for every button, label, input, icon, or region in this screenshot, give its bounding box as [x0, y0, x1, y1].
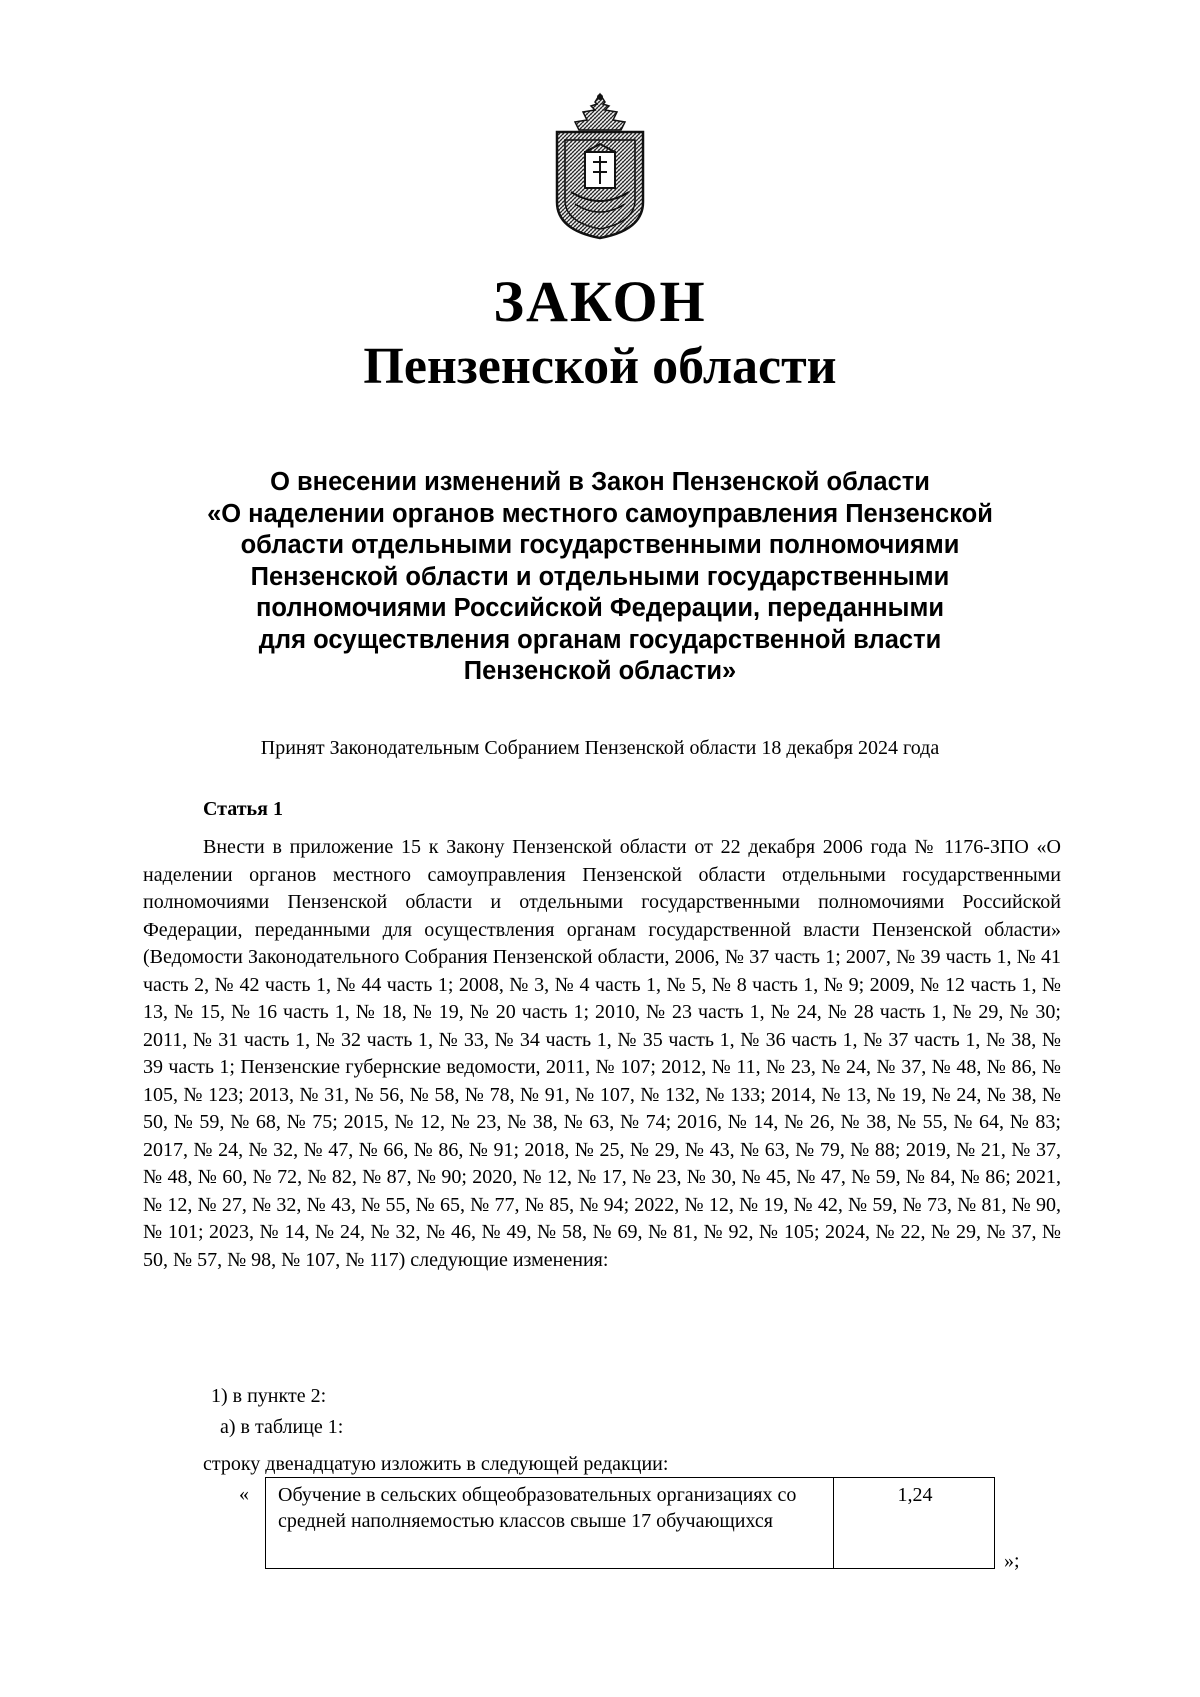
law-name-line: для осуществления органам государственной власти — [258, 625, 942, 654]
law-name-line: области отдельными государственными полномочиями — [240, 531, 960, 559]
table-cell-description: Обучение в сельских общеобразовательных организациях со средней наполняемостью классов свыше 17 обучающихся — [266, 1478, 834, 1569]
list-item: 1) в пункте 2: — [211, 1385, 327, 1407]
list-subitem: а) в таблице 1: — [220, 1416, 344, 1438]
article-body: Внести в приложение 15 к Закону Пензенской области от 22 декабря 2006 года № 1176-ЗПО «О наделении органов местного самоуправления Пензенской области отдельными государственными полномочиями Пензенской области и отдельными государственными полномочиями Российской Федерации, переданными для осуществления органам государственной власти Пензенской области» (Ведомости Законодательного Собрания Пензенской области, 2006, № 37 часть 1; 2007, № 39 часть 1, № 41 часть 2, № 42 часть 1, № 44 часть 1; 2008, № 3, № 4 часть 1, № 5, № 8 часть 1, № 9; 2009, № 12 часть 1, № 13, № 15, № 16 часть 1, № 18, № 19, № 20 часть 1; 2010, № 23 часть 1, № 24, № 28 часть 1, № 29, № 30; 2011, № 31 часть 1, № 32 часть 1, № 33, № 34 часть 1, № 35 часть 1, № 36 часть 1, № 37 часть 1, № 38, № 39 часть 1; Пензенские губернские ведомости, 2011, № 107; 2012, № 11, № 23, № 24, № 37, № 48, № 86, № 105, № 123; 2013, № 31, № 56, № 58, № 78, № 91, № 107, № 132, № 133; 2014, № 13, № 19, № 24, № 38, № 50, № 59, № 68, № 75; 2015, № 12, № 23, № 38, № 63, № 74; 2016, № 14, № 26, № 38, № 55, № 64, № 83; 2017, № 24, № 32, № 47, № 66, № 86, № 91; 2018, № 25, № 29, № 43, № 63, № 79, № 88; 2019, № 21, № 37, № 48, № 60, № 72, № 82, № 87, № 90; 2020, № 12, № 17, № 23, № 30, № 45, № 47, № 59, № 84, № 86; 2021, № 12, № 27, № 32, № 43, № 55, № 65, № 77, № 85, № 94; 2022, № 12, № 19, № 42, № 59, № 73, № 81, № 90, № 101; 2023, № 14, № 24, № 32, № 46, № 49, № 58, № 69, № 81, № 92, № 105; 2024, № 22, № 29, № 37, № 50, № 57, № 98, № 107, № 117) следующие изменения: — [143, 836, 1061, 1271]
law-name-line: Пензенской области» — [463, 657, 737, 685]
law-name-line: О внесении изменений в Закон Пензенской области — [270, 468, 930, 496]
document-title: ЗАКОН — [493, 269, 707, 334]
law-name — [130, 467, 1070, 688]
document-subtitle: Пензенской области — [363, 338, 837, 395]
emblem-icon — [545, 92, 655, 240]
law-name-line: «О наделении органов местного самоуправления Пензенской — [207, 499, 993, 528]
table-cell-value: 1,24 — [834, 1478, 995, 1569]
amendment-table — [265, 1477, 995, 1569]
article-title: Статья 1 — [203, 798, 283, 820]
table-row — [266, 1478, 995, 1569]
law-name-line: полномочиями Российской Федерации, переданными — [255, 594, 944, 622]
quote-close: »; — [1004, 1550, 1020, 1572]
quote-open: « — [239, 1483, 249, 1505]
adoption-line: Принят Законодательным Собранием Пензенской области 18 декабря 2024 года — [260, 737, 940, 759]
law-name-line: Пензенской области и отдельными государственными — [250, 562, 950, 591]
row-instruction: строку двенадцатую изложить в следующей редакции: — [203, 1453, 669, 1475]
